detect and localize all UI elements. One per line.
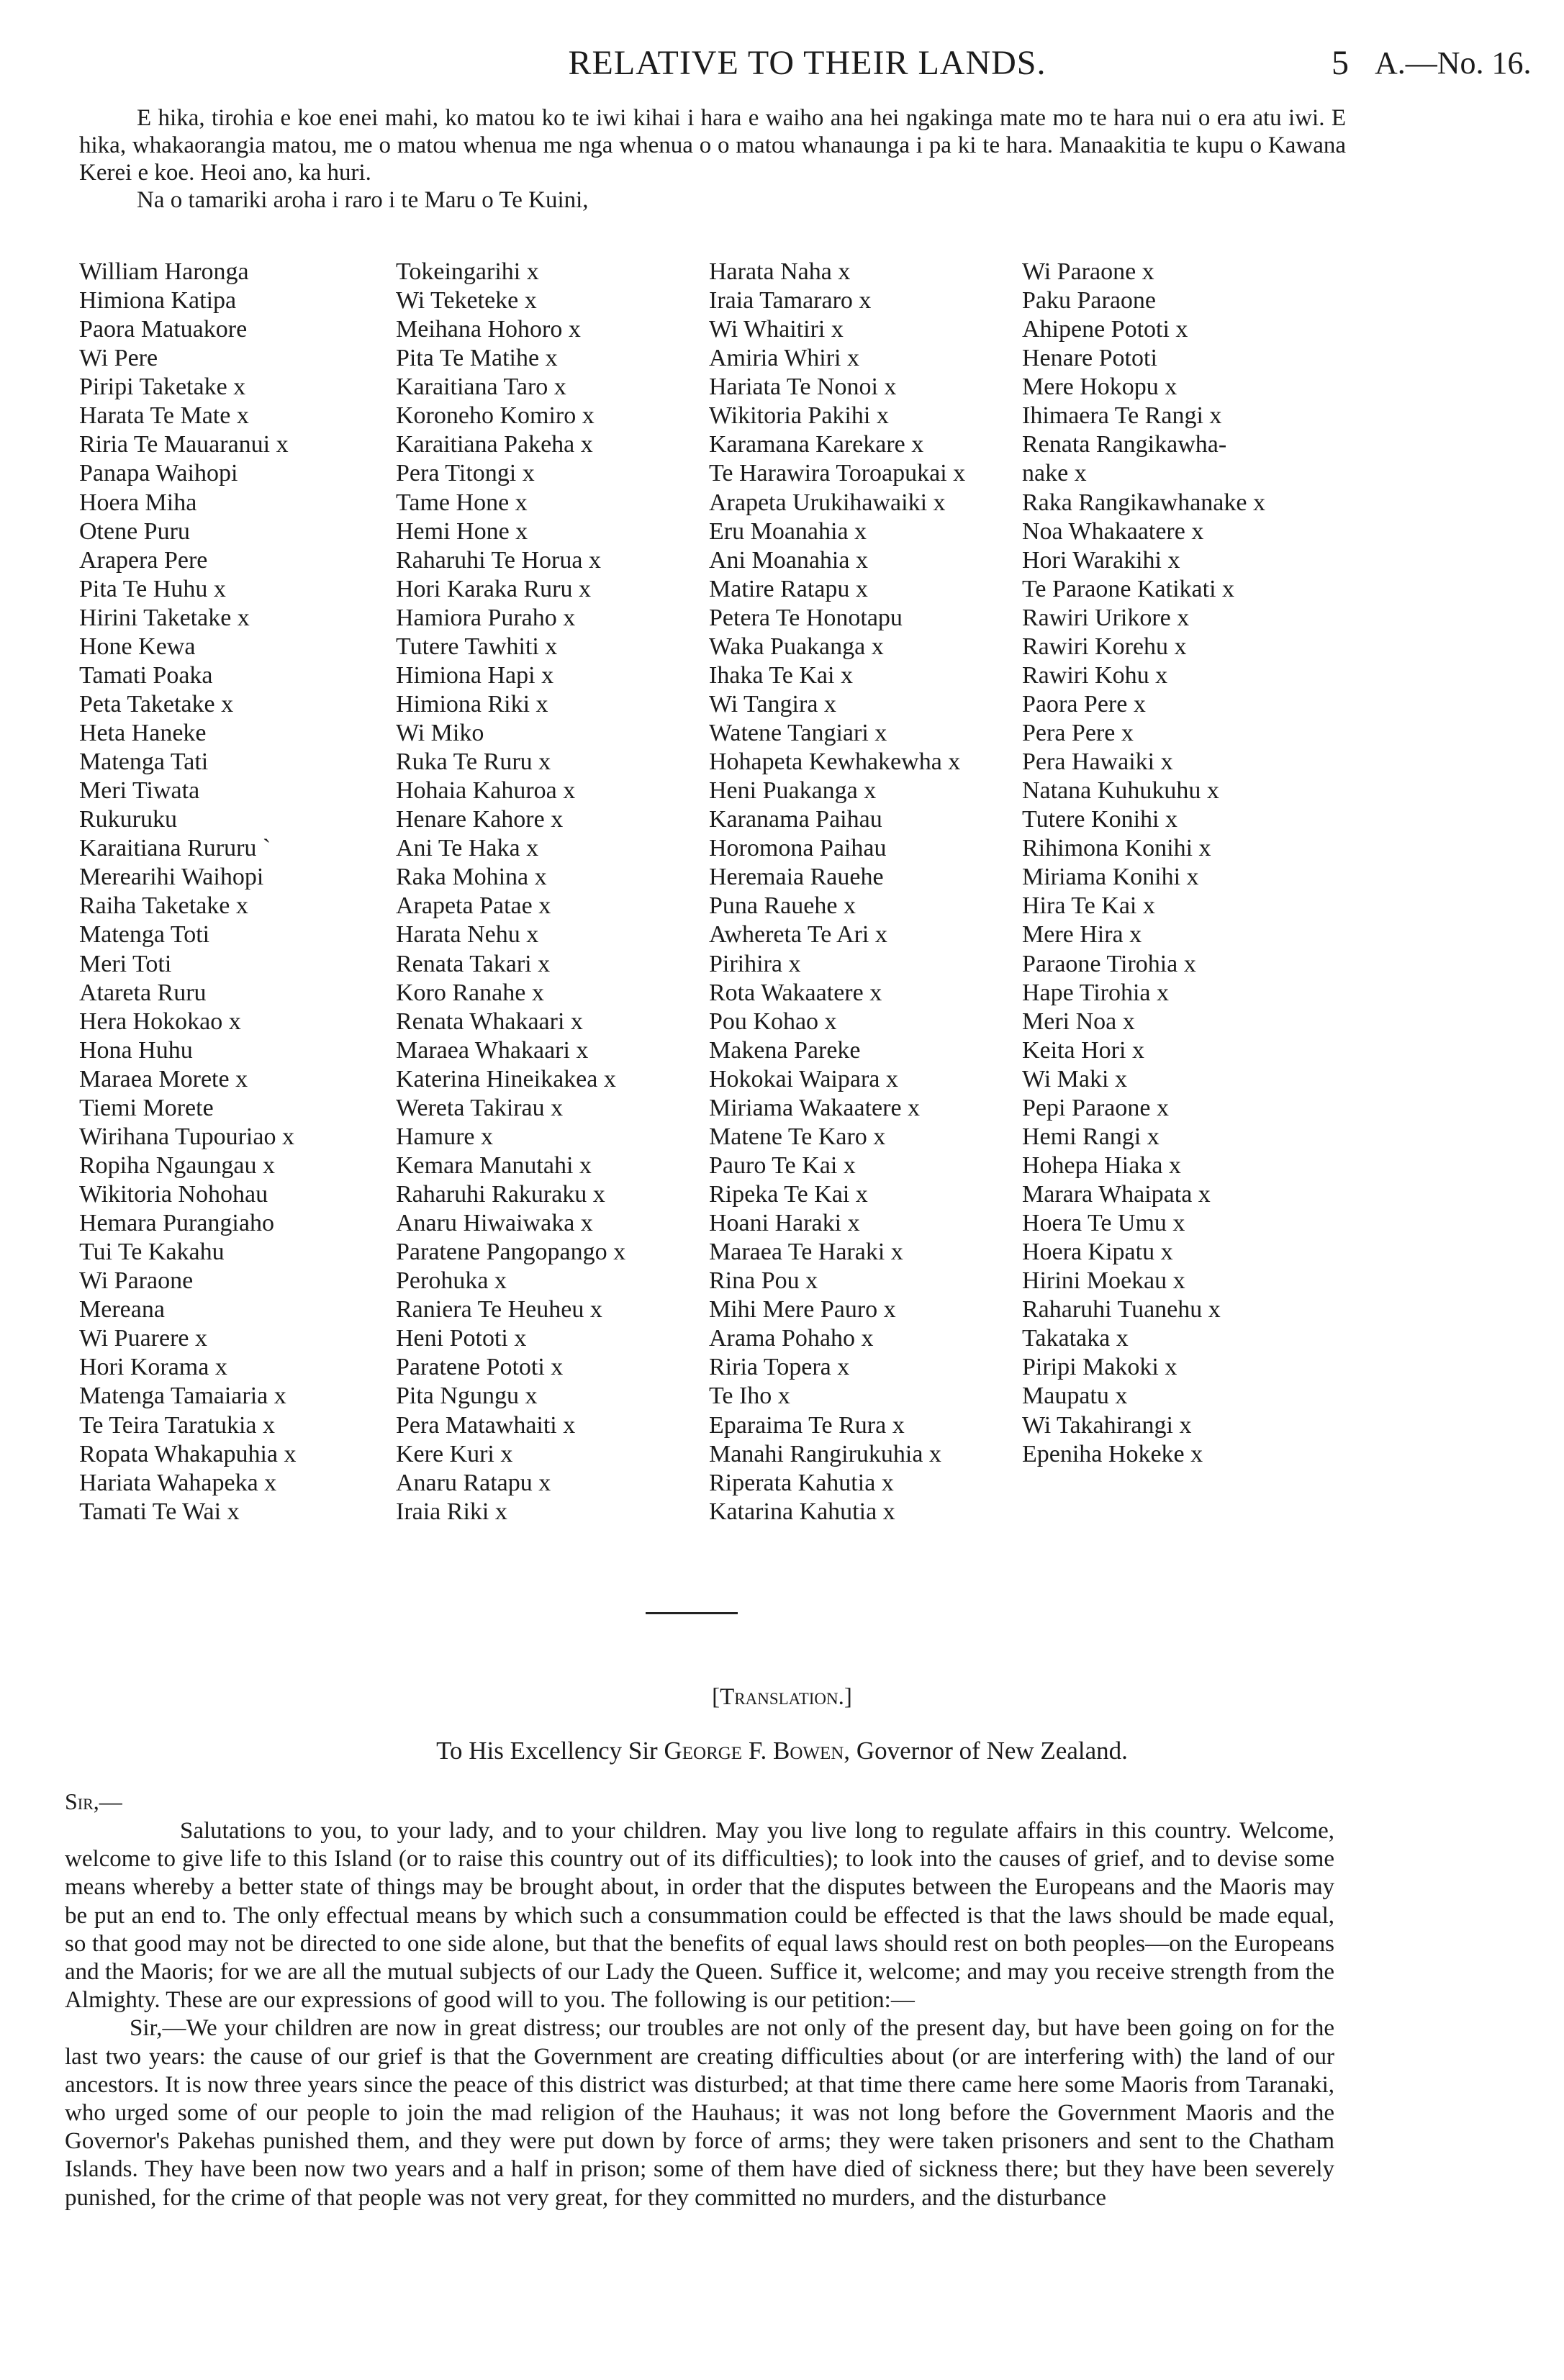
- signatory-name: Miriama Konihi x: [1022, 864, 1199, 891]
- signatory-name: Hokokai Waipara x: [709, 1065, 898, 1092]
- signatory-name: Hirini Taketake x: [79, 604, 250, 631]
- signatory-name: Hemara Purangiaho: [79, 1210, 274, 1237]
- signatory-name: Hoera Te Umu x: [1022, 1210, 1185, 1237]
- signatory-name: Arama Pohaho x: [709, 1325, 874, 1352]
- signatory-name: Karaitiana Pakeha x: [396, 431, 593, 458]
- signatory-name: Hariata Wahapeka x: [79, 1469, 277, 1496]
- signatory-name: Hera Hokokao x: [79, 1008, 241, 1035]
- signatory-name: Wi Tangira x: [709, 690, 836, 718]
- signatory-name: Rina Pou x: [709, 1267, 818, 1295]
- signatory-name: Mereana: [79, 1296, 165, 1324]
- signatory-name: Arapeta Patae x: [396, 892, 551, 920]
- signatory-name: Awhereta Te Ari x: [709, 921, 887, 949]
- signatory-name: Ruka Te Ruru x: [396, 748, 551, 776]
- signatory-name: Amiria Whiri x: [709, 345, 859, 372]
- signatory-name: Ani Te Haka x: [396, 835, 539, 862]
- signatory-name: Hori Karaka Ruru x: [396, 575, 591, 602]
- signatory-name: Wi Paraone x: [1022, 258, 1154, 285]
- signatory-name: Wi Miko: [396, 720, 484, 746]
- signatory-name: Iraia Tamararo x: [709, 287, 872, 315]
- signatory-name: Rukuruku: [79, 806, 177, 833]
- addressee-line: [0, 1737, 1564, 1765]
- signatory-name: Natana Kuhukuhu x: [1022, 777, 1219, 805]
- signatory-name: Te Teira Taratukia x: [79, 1411, 275, 1439]
- signatory-name: Koroneho Komiro x: [396, 402, 595, 430]
- signatory-name: Te Harawira Toroapukai x: [709, 460, 966, 487]
- signatory-name: Mere Hokopu x: [1022, 374, 1177, 401]
- signatory-name: Wereta Takirau x: [396, 1094, 564, 1121]
- signatory-name: Wi Puarere x: [79, 1325, 208, 1352]
- signatory-name: Tutere Tawhiti x: [396, 633, 558, 660]
- signatory-name: Tamati Te Wai x: [79, 1498, 240, 1525]
- signatory-name: Raka Mohina x: [396, 864, 547, 891]
- signatory-name: Henare Pototi: [1022, 345, 1157, 372]
- signatory-name: Piripi Taketake x: [79, 374, 246, 401]
- signatory-name: Koro Ranahe x: [396, 979, 544, 1006]
- signatory-name: nake x: [1022, 460, 1087, 487]
- signatory-name: Hoera Kipatu x: [1022, 1239, 1173, 1266]
- signatory-name: Waka Puakanga x: [709, 633, 884, 660]
- signatory-name: Tame Hone x: [396, 489, 528, 516]
- signatory-name: Pera Titongi x: [396, 460, 535, 487]
- signatory-name: Puna Rauehe x: [709, 892, 856, 920]
- signatory-name: Heni Pototi x: [396, 1325, 527, 1352]
- signatory-name: Hori Korama x: [79, 1354, 227, 1381]
- signatory-name: Wi Pere: [79, 345, 158, 372]
- document-reference: A.—No. 16.: [1375, 45, 1532, 81]
- signatory-name: Perohuka x: [396, 1267, 507, 1295]
- signatory-name: Eru Moanahia x: [709, 517, 867, 545]
- signatory-name: Wikitoria Nohohau: [79, 1181, 268, 1208]
- signatory-name: Karamana Karekare x: [709, 431, 924, 458]
- signatory-name: Watene Tangiari x: [709, 720, 887, 746]
- signatory-name: Pou Kohao x: [709, 1008, 837, 1035]
- signatory-name: Hohaia Kahuroa x: [396, 777, 576, 805]
- translation-paragraph-2: Sir,—We your children are now in great distress; our troubles are not only of the present day, but have been going on for the last two years: the cause of our grief is that the Government are creating difficulties about (or are interfering with) the land of our ancestors. It is now three years since the peace of this district was disturbed; at that time there came here some Maoris from Taranaki, who urged some of our people to join the mad religion of the Hauhaus; it was not long before the Government Maoris and the Governor's Pakehas punished them, and they were put down by force of arms; they were taken prisoners and sent to the Chatham Islands. They have been now two years and a half in prison; some of them have died of sickness there; but they have been severely punished, for the crime of that people was not very great, for they committed no murders, and the disturbance: [65, 2015, 1334, 2211]
- translation-label: [Translation.]: [712, 1684, 852, 1710]
- addressee-prefix: To His Excellency Sir: [436, 1737, 658, 1765]
- signatory-name: Miriama Wakaatere x: [709, 1094, 921, 1121]
- signatory-name: Rota Wakaatere x: [709, 979, 882, 1006]
- signatory-name: Wi Teketeke x: [396, 287, 537, 315]
- signatory-name: Otene Puru: [79, 517, 190, 545]
- signatory-name: Arapera Pere: [79, 546, 208, 574]
- signatory-name: Meri Tiwata: [79, 777, 200, 805]
- signatory-name: Hamure x: [396, 1123, 494, 1150]
- signatory-name: Hape Tirohia x: [1022, 979, 1169, 1006]
- signatory-name: Kere Kuri x: [396, 1440, 513, 1467]
- signatory-name: Epeniha Hokeke x: [1022, 1440, 1203, 1467]
- signatory-name: Te Paraone Katikati x: [1022, 575, 1235, 602]
- signatory-name: Marara Whaipata x: [1022, 1181, 1211, 1208]
- signatory-name: Maraea Te Haraki x: [709, 1239, 903, 1266]
- signatory-name: Riria Topera x: [709, 1354, 850, 1381]
- signatory-name: Manahi Rangirukuhia x: [709, 1440, 941, 1467]
- signatory-name: Ropata Whakapuhia x: [79, 1440, 297, 1467]
- signatory-name: Matire Ratapu x: [709, 575, 868, 602]
- signatory-name: Karanama Paihau: [709, 806, 882, 833]
- signatory-name: Hemi Hone x: [396, 517, 528, 545]
- signatory-name: Matenga Tati: [79, 748, 209, 776]
- signatory-name: Rawiri Kohu x: [1022, 661, 1168, 689]
- signatory-name: Rihimona Konihi x: [1022, 835, 1211, 862]
- signatory-name: Harata Nehu x: [396, 921, 539, 949]
- signatory-name: Eparaima Te Rura x: [709, 1411, 905, 1439]
- signatory-name: Heni Puakanga x: [709, 777, 877, 805]
- signatory-name: Ripeka Te Kai x: [709, 1181, 868, 1208]
- signatory-name: Himiona Katipa: [79, 287, 237, 315]
- signatory-name: Raka Rangikawhanake x: [1022, 489, 1265, 516]
- signatory-name: Pepi Paraone x: [1022, 1094, 1169, 1121]
- signatory-name: Wi Paraone: [79, 1267, 194, 1295]
- signatory-name: Katerina Hineikakea x: [396, 1065, 616, 1092]
- signatory-name: Heremaia Rauehe: [709, 864, 884, 891]
- signatory-name: Tiemi Morete: [79, 1094, 214, 1121]
- signatory-name: Hoani Haraki x: [709, 1210, 860, 1237]
- page-number: 5: [1332, 44, 1349, 82]
- signatory-name: Renata Takari x: [396, 950, 551, 977]
- signatory-name: Himiona Hapi x: [396, 661, 554, 689]
- signatory-name: Anaru Hiwaiwaka x: [396, 1210, 593, 1237]
- signatory-name: Tamati Poaka: [79, 661, 213, 689]
- signatory-name: Harata Naha x: [709, 258, 851, 285]
- signatory-name: Peta Taketake x: [79, 690, 234, 718]
- signatory-name: Piripi Makoki x: [1022, 1354, 1177, 1381]
- signatory-name: Matenga Toti: [79, 921, 210, 949]
- signatory-name: Mere Hira x: [1022, 921, 1142, 949]
- signatory-name: Anaru Ratapu x: [396, 1469, 551, 1496]
- signatories-column-1: [79, 258, 297, 1526]
- signatory-name: Pera Matawhaiti x: [396, 1411, 576, 1439]
- signatory-name: Horomona Paihau: [709, 835, 887, 862]
- maori-paragraph: E hika, tirohia e koe enei mahi, ko matou ko te iwi kihai i hara e waiho ana hei ngakinga mate mo te hara nui o era atu iwi. E hika, whakaorangia matou, me o matou whenua me nga whenua o o matou whanaunga i pa ki te hara. Manaakitia te kupu o Kawana Kerei e koe. Heoi ano, ka huri.: [79, 105, 1346, 186]
- signatory-name: Pirihira x: [709, 950, 801, 977]
- signatory-name: Hone Kewa: [79, 633, 196, 660]
- signatory-name: Makena Pareke: [709, 1036, 861, 1064]
- signatory-name: Raiha Taketake x: [79, 892, 248, 920]
- signatories-column-4: [1022, 258, 1265, 1469]
- signatory-name: Matenga Tamaiaria x: [79, 1383, 286, 1410]
- signatory-name: Maraea Morete x: [79, 1065, 248, 1092]
- signatory-name: Pauro Te Kai x: [709, 1151, 856, 1179]
- signatory-name: Hirini Moekau x: [1022, 1267, 1185, 1295]
- translation-paragraph-1: Salutations to you, to your lady, and to your children. May you live long to regulate affairs in this country. Welcome, welcome to give life to this Island (or to raise this country out of its difficulties); to look into the causes of grief, and to devise some means whereby a better state of things may be brought about, in order that the disputes between the Europeans and the Maoris may be put an end to. The only effectual means by which such a consummation could be effected is that the laws should be made equal, so that good may not be directed to one side alone, but that the benefits of equal laws should rest on both peoples—on the Europeans and the Maoris; for we are all the mutual subjects of our Lady the Queen. Suffice it, welcome; and may you receive strength from the Almighty. These are our expressions of good will to you. The following is our petition:—: [65, 1818, 1334, 2014]
- signatory-name: William Haronga: [79, 258, 249, 285]
- signatory-name: Hariata Te Nonoi x: [709, 374, 897, 401]
- signatory-name: Panapa Waihopi: [79, 460, 238, 487]
- signatory-name: Riria Te Mauaranui x: [79, 431, 289, 458]
- signatories-column-2: [396, 258, 625, 1526]
- signatory-name: Wi Takahirangi x: [1022, 1411, 1192, 1439]
- signatory-name: Pita Te Huhu x: [79, 575, 226, 602]
- signatory-name: Keita Hori x: [1022, 1036, 1144, 1064]
- signatory-name: Katarina Kahutia x: [709, 1498, 895, 1525]
- signatory-name: Meihana Hohoro x: [396, 316, 581, 343]
- signatory-name: Hohapeta Kewhakewha x: [709, 748, 961, 776]
- signatory-name: Hemi Rangi x: [1022, 1123, 1160, 1150]
- signatory-name: Merearihi Waihopi: [79, 864, 264, 891]
- signatory-name: Karaitiana Rururu `: [79, 835, 271, 862]
- signatory-name: Paku Paraone: [1022, 287, 1157, 315]
- signatory-name: Renata Rangikawha-: [1022, 431, 1227, 458]
- translation-body: [65, 1817, 1334, 2212]
- signatory-name: Atareta Ruru: [79, 979, 207, 1006]
- signatory-name: Tokeingarihi x: [396, 258, 539, 285]
- signatory-name: Kemara Manutahi x: [396, 1151, 592, 1179]
- signatory-name: Hoera Miha: [79, 489, 197, 516]
- signatory-name: Hira Te Kai x: [1022, 892, 1155, 920]
- signatory-name: Arapeta Urukihawaiki x: [709, 489, 946, 516]
- signatory-name: Raharuhi Tuanehu x: [1022, 1296, 1221, 1324]
- signatory-name: Paraone Tirohia x: [1022, 950, 1196, 977]
- addressee-name: George F. Bowen,: [664, 1737, 851, 1765]
- signatory-name: Wirihana Tupouriao x: [79, 1123, 294, 1150]
- signatory-name: Ahipene Pototi x: [1022, 316, 1188, 343]
- signatory-name: Tui Te Kakahu: [79, 1239, 225, 1266]
- signatory-name: Petera Te Honotapu: [709, 604, 903, 631]
- signatory-name: Raharuhi Rakuraku x: [396, 1181, 605, 1208]
- signatory-name: Heta Haneke: [79, 720, 207, 746]
- signatory-name: Riperata Kahutia x: [709, 1469, 894, 1496]
- signatory-name: Paratene Pangopango x: [396, 1239, 626, 1266]
- signatory-name: Harata Te Mate x: [79, 402, 249, 430]
- signatory-name: Wi Whaitiri x: [709, 316, 844, 343]
- signatory-name: Takataka x: [1022, 1325, 1129, 1352]
- signatory-name: Rawiri Korehu x: [1022, 633, 1187, 660]
- signatory-name: Pita Te Matihe x: [396, 345, 558, 372]
- signatory-name: Paora Pere x: [1022, 690, 1146, 718]
- signatory-name: Meri Noa x: [1022, 1008, 1135, 1035]
- signatory-name: Henare Kahore x: [396, 806, 564, 833]
- signatory-name: Maraea Whakaari x: [396, 1036, 589, 1064]
- running-title: RELATIVE TO THEIR LANDS.: [568, 44, 1047, 82]
- maori-letter-closing: [79, 104, 1346, 214]
- signatory-name: Te Iho x: [709, 1383, 790, 1410]
- signatory-name: Renata Whakaari x: [396, 1008, 583, 1035]
- signatory-name: Raharuhi Te Horua x: [396, 546, 601, 574]
- signatory-name: Maupatu x: [1022, 1383, 1128, 1410]
- signatory-name: Hona Huhu: [79, 1036, 193, 1064]
- signatory-name: Paora Matuakore: [79, 316, 248, 343]
- signatory-name: Pita Ngungu x: [396, 1383, 538, 1410]
- signatory-name: Hohepa Hiaka x: [1022, 1151, 1181, 1179]
- signatory-name: Pera Pere x: [1022, 720, 1134, 746]
- signatories-list: [79, 258, 1375, 1531]
- signatory-name: Ihaka Te Kai x: [709, 661, 853, 689]
- signatory-name: Meri Toti: [79, 950, 172, 977]
- signatory-name: Raniera Te Heuheu x: [396, 1296, 602, 1324]
- signatory-name: Paratene Pototi x: [396, 1354, 564, 1381]
- signatory-name: Pera Hawaiki x: [1022, 748, 1173, 776]
- maori-signoff: Na o tamariki aroha i raro i te Maru o Te Kuini,: [137, 187, 589, 213]
- signatories-column-3: [709, 258, 965, 1526]
- signatory-name: Mihi Mere Pauro x: [709, 1296, 896, 1324]
- section-divider: [646, 1612, 738, 1614]
- signatory-name: Hamiora Puraho x: [396, 604, 576, 631]
- signatory-name: Karaitiana Taro x: [396, 374, 566, 401]
- signatory-name: Ropiha Ngaungau x: [79, 1151, 275, 1179]
- signatory-name: Wikitoria Pakihi x: [709, 402, 889, 430]
- signatory-name: Matene Te Karo x: [709, 1123, 886, 1150]
- signatory-name: Ani Moanahia x: [709, 546, 868, 574]
- signatory-name: Iraia Riki x: [396, 1498, 507, 1525]
- signatory-name: Tutere Konihi x: [1022, 806, 1177, 833]
- signatory-name: Noa Whakaatere x: [1022, 517, 1204, 545]
- signatory-name: Rawiri Urikore x: [1022, 604, 1190, 631]
- salutation: Sir,—: [65, 1788, 122, 1814]
- page-header: [79, 43, 1535, 86]
- signatory-name: Wi Maki x: [1022, 1065, 1127, 1092]
- signatory-name: Himiona Riki x: [396, 690, 548, 718]
- addressee-suffix: Governor of New Zealand.: [856, 1737, 1128, 1765]
- signatory-name: Ihimaera Te Rangi x: [1022, 402, 1222, 430]
- signatory-name: Hori Warakihi x: [1022, 546, 1180, 574]
